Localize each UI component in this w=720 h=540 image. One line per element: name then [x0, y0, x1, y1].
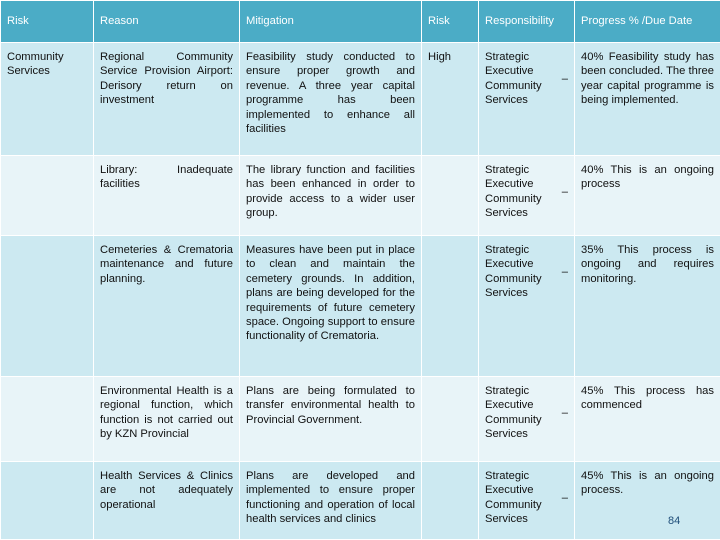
cell-mitigation: Feasibility study conducted to ensure proper growth and revenue. A three year capital programme has been implemented to enhance all facilities [240, 43, 422, 156]
header-progress: Progress % /Due Date [575, 1, 720, 43]
responsibility-text: Strategic Executive Community Services [485, 385, 542, 441]
cell-reason: Cemeteries & Crematoria maintenance and future planning. [94, 236, 240, 377]
cell-risk [1, 236, 94, 377]
header-mitigation: Mitigation [240, 1, 422, 43]
header-row [1, 1, 720, 43]
cell-reason: Environmental Health is a regional function, which function is not carried out by KZN Provincial [94, 377, 240, 462]
cell-mitigation: The library function and facilities has been enhanced in order to provide access to a wider user group. [240, 156, 422, 236]
cell-risk [1, 377, 94, 462]
responsibility-text: Strategic Executive Community Services [485, 164, 542, 220]
cell-risk [1, 156, 94, 236]
cell-mitigation: Measures have been put in place to clean and maintain the cemetery grounds. In addition, plans are being developed for the requirements of future cemetery space. Ongoing support to ensure functionality of Crematoria. [240, 236, 422, 377]
cell-responsibility [479, 156, 575, 236]
page-number: 84 [668, 515, 681, 527]
cell-risk-level [422, 462, 479, 540]
cell-risk [1, 462, 94, 540]
cell-progress: 45% This process has commenced [575, 377, 720, 462]
header-risk-level: Risk [422, 1, 479, 43]
cell-responsibility [479, 43, 575, 156]
table-row [1, 43, 720, 156]
responsibility-text: Strategic Executive Community Services [485, 51, 542, 107]
cell-risk-level: High [422, 43, 479, 156]
responsibility-dash: – [561, 491, 568, 504]
cell-mitigation: Plans are being formulated to transfer environmental health to Provincial Government. [240, 377, 422, 462]
cell-mitigation: Plans are developed and implemented to ensure proper functioning and operation of local health services and clinics [240, 462, 422, 540]
responsibility-dash: – [561, 72, 568, 85]
responsibility-dash: – [561, 406, 568, 419]
responsibility-text: Strategic Executive Community Services [485, 244, 542, 300]
cell-progress: 40% Feasibility study has been concluded. The three year capital programme is being implemented. [575, 43, 720, 156]
cell-responsibility [479, 377, 575, 462]
responsibility-text: Strategic Executive Community Services [485, 470, 542, 526]
header-risk: Risk [1, 1, 94, 43]
cell-responsibility [479, 236, 575, 377]
cell-progress: 35% This process is ongoing and requires monitoring. [575, 236, 720, 377]
table-row [1, 377, 720, 462]
table-row [1, 236, 720, 377]
cell-risk: Community Services [1, 43, 94, 156]
cell-risk-level [422, 156, 479, 236]
cell-reason: Regional Community Service Provision Airport: Derisory return on investment [94, 43, 240, 156]
table-row [1, 156, 720, 236]
table-row [1, 462, 720, 540]
cell-reason: Library: Inadequate facilities [94, 156, 240, 236]
cell-progress: 45% This is an ongoing process. [575, 462, 720, 540]
cell-risk-level [422, 377, 479, 462]
responsibility-dash: – [561, 265, 568, 278]
cell-progress: 40% This is an ongoing process [575, 156, 720, 236]
cell-risk-level [422, 236, 479, 377]
cell-reason: Health Services & Clinics are not adequately operational [94, 462, 240, 540]
header-responsibility: Responsibility [479, 1, 575, 43]
responsibility-dash: – [561, 185, 568, 198]
cell-responsibility [479, 462, 575, 540]
header-reason: Reason [94, 1, 240, 43]
